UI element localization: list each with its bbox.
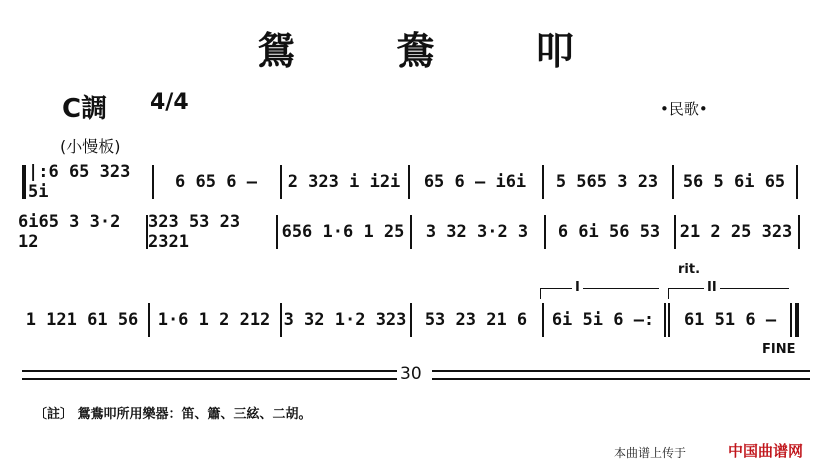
time-signature: 4/4 [150, 90, 189, 115]
tempo-marking: (小慢板) [60, 137, 121, 156]
divider-rule [432, 378, 810, 380]
divider-rule [432, 370, 810, 372]
page-title: 鴛 鴦 叩 [257, 29, 618, 73]
divider-rule [22, 378, 397, 380]
measure: 1·6 1 2 212 [157, 310, 271, 330]
key-signature: C調 [62, 94, 108, 124]
measure: 56 5 6i 65 [682, 172, 786, 192]
measure: 61 51 6 — [683, 310, 777, 330]
volta-label-2: II [704, 280, 720, 295]
measure: 65 6 — i6i [423, 172, 527, 192]
volta-label-1: I [572, 280, 583, 295]
measure: 21 2 25 323 [679, 222, 793, 242]
measure: 6 65 6 — [175, 172, 257, 192]
divider-rule [22, 370, 397, 372]
staff-row-2 [18, 212, 808, 252]
site-logo: 中国曲谱网 [728, 442, 804, 460]
measure: 3 32 3·2 3 [425, 222, 529, 242]
measure: 656 1·6 1 25 [281, 222, 405, 242]
footnote: 〔註〕 鴛鴦叩所用樂器：笛、簫、三絃、二胡。 [34, 407, 312, 422]
final-barline-thick [795, 303, 799, 337]
measure: 323 53 23 2321 [148, 212, 241, 252]
fine-marking: FINE [762, 342, 796, 357]
measure: 53 23 21 6 [424, 310, 528, 330]
volta-bracket-2 [668, 288, 789, 299]
staff-row-3 [18, 303, 808, 337]
barline [664, 303, 666, 337]
staff-row-1 [18, 162, 808, 202]
measure: 1 121 61 56 [25, 310, 139, 330]
genre-label: •民歌• [660, 100, 708, 118]
barline [796, 165, 798, 199]
barline [798, 215, 800, 249]
measure: 5 565 3 23 [555, 172, 659, 192]
final-barline [790, 303, 792, 337]
page-number: 30 [400, 364, 422, 384]
measure: 6i 5i 6 —: [551, 310, 655, 330]
upload-credit: 本曲谱上传于 [614, 446, 687, 460]
measure: |:6 65 323 5i [28, 162, 131, 202]
measure: 3 32 1·2 323 [283, 310, 407, 330]
ritardando-marking: rit. [678, 262, 701, 277]
measure: 6 6i 56 53 [557, 222, 661, 242]
volta-bracket-1 [540, 288, 659, 299]
repeat-barline [22, 165, 26, 199]
measure: 2 323 i i2i [287, 172, 401, 192]
measure: 6i65 3 3·2 12 [18, 212, 121, 252]
barline [668, 303, 670, 337]
